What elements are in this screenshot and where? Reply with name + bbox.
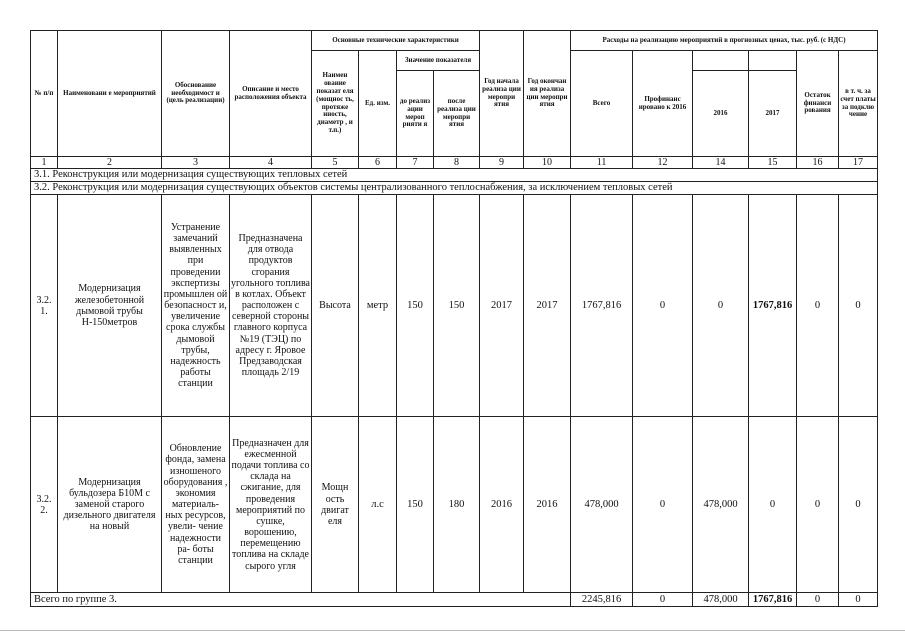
table-row: [31, 417, 878, 593]
row-indicator: Высота: [312, 195, 359, 417]
totals-total: 2245,816: [571, 593, 633, 607]
row-num: 3.2. 1.: [31, 195, 58, 417]
header-description: Описание и место расположения объекта: [230, 31, 312, 157]
row-justification: Устранение замечаний выявленных при проведении экспертизы промышлен ой безопасност и, увеличение срока службы дымовой трубы, надежность работы станции: [162, 195, 230, 417]
header-2017: 2017: [749, 71, 797, 157]
row-remainder: 0: [797, 195, 839, 417]
header-remainder: Остаток финанси рования: [797, 51, 839, 157]
header-justification: Обоснование необходимост и (цель реализации): [162, 31, 230, 157]
col-number: 12: [633, 157, 693, 169]
header-indicator-name: Наимен ование показат еля (мощнос ть, протяже нность, диаметр , и т.п.): [312, 51, 359, 157]
row-num: 3.2. 2.: [31, 417, 58, 593]
page-bottom-divider: [0, 630, 905, 631]
header-expenses: Расходы на реализацию мероприятий в прогнозных ценах, тыс. руб. (с НДС): [571, 31, 878, 51]
row-incl: 0: [839, 195, 878, 417]
header-main-tech: Основные технические характеристики: [312, 31, 480, 51]
col-number: 10: [524, 157, 571, 169]
row-year-start: 2017: [480, 195, 524, 417]
col-number: 17: [839, 157, 878, 169]
row-financed: 0: [633, 195, 693, 417]
section-3-2-title: 3.2. Реконструкция или модернизация существующих объектов системы централизованного теплоснабжения, за исключением тепловых сетей: [31, 182, 878, 195]
col-number: 15: [749, 157, 797, 169]
row-unit: л.с: [359, 417, 397, 593]
header-total: Всего: [571, 51, 633, 157]
row-incl: 0: [839, 417, 878, 593]
col-number: 5: [312, 157, 359, 169]
col-number: 8: [434, 157, 480, 169]
row-financed: 0: [633, 417, 693, 593]
header-year-end: Год окончан ия реализа ции меропри ятия: [524, 31, 571, 157]
row-2017: 1767,816: [749, 195, 797, 417]
header-financed: Профинанс ировано к 2016: [633, 51, 693, 157]
table-row: [31, 195, 878, 417]
col-number: 4: [230, 157, 312, 169]
header-num: № п/п: [31, 31, 58, 157]
col-number: 6: [359, 157, 397, 169]
row-after: 150: [434, 195, 480, 417]
row-remainder: 0: [797, 417, 839, 593]
row-name: Модернизация бульдозера Б10М с заменой старого дизельного двигателя на новый: [58, 417, 162, 593]
col-number: 11: [571, 157, 633, 169]
header-name: Наименовани е мероприятий: [58, 31, 162, 157]
totals-incl: 0: [839, 593, 878, 607]
totals-2017: 1767,816: [749, 593, 797, 607]
row-after: 180: [434, 417, 480, 593]
row-year-end: 2016: [524, 417, 571, 593]
row-justification: Обновление фонда, замена изношеного оборудования , экономия материаль- ных ресурсов, увели- чение надежности ра- боты станции: [162, 417, 230, 593]
section-3-1-title: 3.1. Реконструкция или модернизация существующих тепловых сетей: [31, 169, 878, 182]
row-year-start: 2016: [480, 417, 524, 593]
row-total: 478,000: [571, 417, 633, 593]
row-indicator: Мощн ость двигат еля: [312, 417, 359, 593]
totals-row: [31, 593, 878, 607]
row-2016: 478,000: [693, 417, 749, 593]
totals-2016: 478,000: [693, 593, 749, 607]
investment-program-table: [30, 30, 878, 607]
header-year-start: Год начала реализа ции меропри ятия: [480, 31, 524, 157]
row-before: 150: [397, 195, 434, 417]
row-description: Предназначен для ежесменной подачи топлива со склада на сжигание, для проведения мероприятий по сушке, ворошению, перемещению топлива на складе сырого угля: [230, 417, 312, 593]
row-name: Модернизация железобетонной дымовой трубы Н-150метров: [58, 195, 162, 417]
header-2016: 2016: [693, 71, 749, 157]
header-before: до реализ ации мероп рияти я: [397, 71, 434, 157]
col-number: 1: [31, 157, 58, 169]
row-description: Предназначена для отвода продуктов сгорания угольного топлива в котлах. Объект расположен с северной стороны главного корпуса №19 (ТЭЦ) по адресу г. Яровое Предзаводская площадь 2/19: [230, 195, 312, 417]
col-number: 14: [693, 157, 749, 169]
col-number: 9: [480, 157, 524, 169]
header-years-blank-2: [749, 51, 797, 71]
col-number: 16: [797, 157, 839, 169]
totals-label: Всего по группе 3.: [31, 593, 571, 607]
header-after: после реализа ции меропри ятия: [434, 71, 480, 157]
row-before: 150: [397, 417, 434, 593]
header-unit: Ед. изм.: [359, 51, 397, 157]
row-total: 1767,816: [571, 195, 633, 417]
col-number: 3: [162, 157, 230, 169]
header-indicator-value: Значение показателя: [397, 51, 480, 71]
row-2017: 0: [749, 417, 797, 593]
row-year-end: 2017: [524, 195, 571, 417]
col-number: 2: [58, 157, 162, 169]
totals-remainder: 0: [797, 593, 839, 607]
row-2016: 0: [693, 195, 749, 417]
totals-financed: 0: [633, 593, 693, 607]
col-number: 7: [397, 157, 434, 169]
header-years-blank: [693, 51, 749, 71]
header-incl: в т. ч. за счет платы за подклю чение: [839, 51, 878, 157]
row-unit: метр: [359, 195, 397, 417]
